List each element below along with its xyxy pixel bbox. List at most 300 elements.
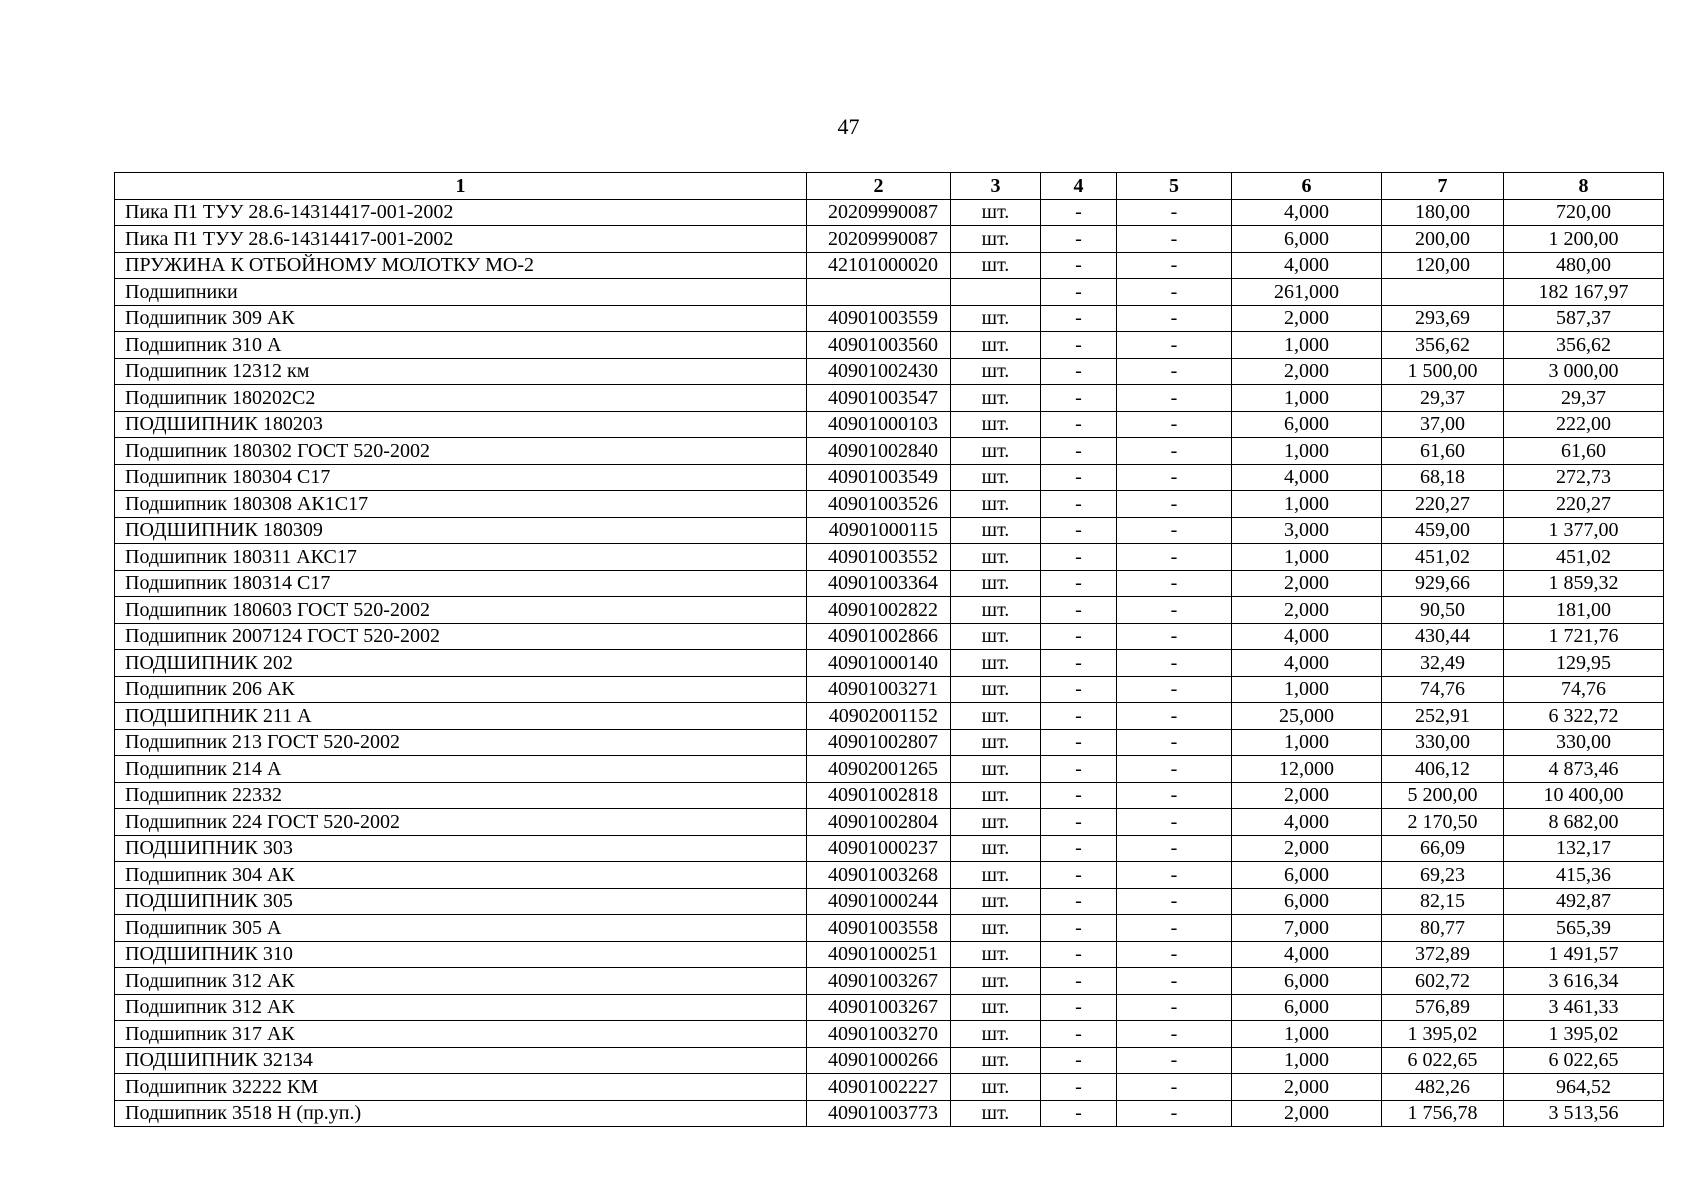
price-cell: 37,00 [1382,411,1504,438]
sum-cell: 1 395,02 [1504,1021,1664,1048]
item-code-cell: 40901002840 [807,438,951,465]
quantity-cell: 2,000 [1232,1074,1382,1101]
price-cell: 200,00 [1382,226,1504,253]
unit-cell: шт. [951,411,1041,438]
sum-cell: 272,73 [1504,464,1664,491]
unit-cell: шт. [951,385,1041,412]
column-5-cell: - [1117,1021,1232,1048]
sum-cell: 1 491,57 [1504,941,1664,968]
price-cell: 602,72 [1382,968,1504,995]
quantity-cell: 4,000 [1232,650,1382,677]
table-row [115,1021,1664,1048]
item-name-cell: Подшипник 309 АК [115,305,807,332]
table-row [115,570,1664,597]
column-5-cell: - [1117,676,1232,703]
unit-cell: шт. [951,1021,1041,1048]
unit-cell: шт. [951,1100,1041,1127]
item-name-cell: Подшипник 317 АК [115,1021,807,1048]
item-name-cell: Подшипник 304 АК [115,862,807,889]
column-4-cell: - [1041,1021,1117,1048]
item-code-cell: 40901000237 [807,835,951,862]
item-code-cell: 40901002430 [807,358,951,385]
item-code-cell: 40901000103 [807,411,951,438]
item-code-cell: 40901003552 [807,544,951,571]
column-4-cell: - [1041,703,1117,730]
price-cell: 80,77 [1382,915,1504,942]
item-code-cell: 40901003270 [807,1021,951,1048]
price-cell: 5 200,00 [1382,782,1504,809]
price-cell: 120,00 [1382,252,1504,279]
quantity-cell: 1,000 [1232,544,1382,571]
price-cell: 61,60 [1382,438,1504,465]
unit-cell: шт. [951,1074,1041,1101]
item-name-cell: Подшипник 32222 КМ [115,1074,807,1101]
column-4-cell: - [1041,862,1117,889]
item-code-cell: 40901000266 [807,1047,951,1074]
sum-cell: 356,62 [1504,332,1664,359]
item-code-cell: 40901002807 [807,729,951,756]
quantity-cell: 2,000 [1232,835,1382,862]
unit-cell: шт. [951,676,1041,703]
sum-cell: 330,00 [1504,729,1664,756]
price-cell: 1 395,02 [1382,1021,1504,1048]
item-name-cell: Подшипник 312 АК [115,968,807,995]
column-4-cell: - [1041,994,1117,1021]
column-5-cell: - [1117,968,1232,995]
item-name-cell: Подшипник 3518 Н (пр.уп.) [115,1100,807,1127]
item-code-cell: 40901002818 [807,782,951,809]
unit-cell: шт. [951,597,1041,624]
quantity-cell: 6,000 [1232,968,1382,995]
quantity-cell: 4,000 [1232,252,1382,279]
column-4-cell: - [1041,1100,1117,1127]
price-cell: 66,09 [1382,835,1504,862]
inventory-table [114,172,1664,1127]
table-row [115,623,1664,650]
column-5-cell: - [1117,703,1232,730]
column-header: 5 [1117,173,1232,200]
table-row [115,411,1664,438]
item-code-cell: 40901002804 [807,809,951,836]
table-row [115,491,1664,518]
item-code-cell: 40901002227 [807,1074,951,1101]
price-cell: 459,00 [1382,517,1504,544]
column-4-cell: - [1041,252,1117,279]
item-code-cell: 40902001265 [807,756,951,783]
unit-cell: шт. [951,703,1041,730]
item-code-cell: 40901000244 [807,888,951,915]
item-code-cell: 40901003526 [807,491,951,518]
column-4-cell: - [1041,517,1117,544]
item-name-cell: Подшипник 180308 АК1С17 [115,491,807,518]
column-5-cell: - [1117,332,1232,359]
unit-cell: шт. [951,994,1041,1021]
quantity-cell: 2,000 [1232,1100,1382,1127]
column-5-cell: - [1117,252,1232,279]
table-row [115,279,1664,306]
price-cell: 356,62 [1382,332,1504,359]
unit-cell: шт. [951,358,1041,385]
item-code-cell: 40901003773 [807,1100,951,1127]
item-name-cell: Подшипник 214 А [115,756,807,783]
item-name-cell: Подшипник 312 АК [115,994,807,1021]
quantity-cell: 1,000 [1232,332,1382,359]
sum-cell: 492,87 [1504,888,1664,915]
table-body [115,199,1664,1127]
item-name-cell: ПОДШИПНИК 211 А [115,703,807,730]
unit-cell: шт. [951,305,1041,332]
quantity-cell: 4,000 [1232,464,1382,491]
sum-cell: 451,02 [1504,544,1664,571]
column-4-cell: - [1041,305,1117,332]
quantity-cell: 2,000 [1232,570,1382,597]
column-5-cell: - [1117,915,1232,942]
table-row [115,782,1664,809]
table-row [115,544,1664,571]
sum-cell: 565,39 [1504,915,1664,942]
item-name-cell: ПОДШИПНИК 202 [115,650,807,677]
price-cell: 82,15 [1382,888,1504,915]
table-row [115,385,1664,412]
unit-cell: шт. [951,888,1041,915]
item-name-cell: ПРУЖИНА К ОТБОЙНОМУ МОЛОТКУ МО-2 [115,252,807,279]
item-name-cell: Подшипник 22332 [115,782,807,809]
column-5-cell: - [1117,597,1232,624]
quantity-cell: 1,000 [1232,676,1382,703]
column-4-cell: - [1041,226,1117,253]
quantity-cell: 1,000 [1232,1021,1382,1048]
sum-cell: 182 167,97 [1504,279,1664,306]
table-row [115,703,1664,730]
column-5-cell: - [1117,941,1232,968]
price-cell: 252,91 [1382,703,1504,730]
item-code-cell: 40901003558 [807,915,951,942]
quantity-cell: 7,000 [1232,915,1382,942]
sum-cell: 6 322,72 [1504,703,1664,730]
unit-cell: шт. [951,809,1041,836]
column-4-cell: - [1041,464,1117,491]
unit-cell: шт. [951,464,1041,491]
column-5-cell: - [1117,544,1232,571]
sum-cell: 964,52 [1504,1074,1664,1101]
sum-cell: 132,17 [1504,835,1664,862]
price-cell: 293,69 [1382,305,1504,332]
column-5-cell: - [1117,888,1232,915]
sum-cell: 1 721,76 [1504,623,1664,650]
item-name-cell: ПОДШИПНИК 303 [115,835,807,862]
sum-cell: 6 022,65 [1504,1047,1664,1074]
column-5-cell: - [1117,279,1232,306]
unit-cell: шт. [951,756,1041,783]
column-5-cell: - [1117,1047,1232,1074]
column-5-cell: - [1117,782,1232,809]
column-header: 4 [1041,173,1117,200]
column-5-cell: - [1117,1074,1232,1101]
unit-cell: шт. [951,544,1041,571]
column-4-cell: - [1041,756,1117,783]
sum-cell: 10 400,00 [1504,782,1664,809]
price-cell: 330,00 [1382,729,1504,756]
table-row [115,968,1664,995]
column-4-cell: - [1041,782,1117,809]
price-cell: 68,18 [1382,464,1504,491]
item-code-cell: 42101000020 [807,252,951,279]
price-cell: 1 500,00 [1382,358,1504,385]
table-row [115,199,1664,226]
sum-cell: 181,00 [1504,597,1664,624]
price-cell: 29,37 [1382,385,1504,412]
item-code-cell: 40901003559 [807,305,951,332]
item-code-cell: 20209990087 [807,199,951,226]
column-5-cell: - [1117,411,1232,438]
table-row [115,888,1664,915]
unit-cell: шт. [951,862,1041,889]
quantity-cell: 2,000 [1232,782,1382,809]
item-code-cell: 40901000115 [807,517,951,544]
price-cell: 372,89 [1382,941,1504,968]
item-name-cell: ПОДШИПНИК 305 [115,888,807,915]
table-row [115,809,1664,836]
price-cell: 220,27 [1382,491,1504,518]
item-code-cell: 40901003267 [807,994,951,1021]
quantity-cell: 4,000 [1232,809,1382,836]
column-5-cell: - [1117,1100,1232,1127]
column-header: 8 [1504,173,1664,200]
header-row [115,173,1664,200]
item-code-cell: 40901003549 [807,464,951,491]
column-4-cell: - [1041,385,1117,412]
price-cell: 929,66 [1382,570,1504,597]
quantity-cell: 1,000 [1232,1047,1382,1074]
unit-cell: шт. [951,968,1041,995]
quantity-cell: 6,000 [1232,994,1382,1021]
column-header: 7 [1382,173,1504,200]
unit-cell: шт. [951,915,1041,942]
column-4-cell: - [1041,915,1117,942]
column-4-cell: - [1041,279,1117,306]
column-5-cell: - [1117,305,1232,332]
item-code-cell: 40901003547 [807,385,951,412]
quantity-cell: 2,000 [1232,358,1382,385]
sum-cell: 4 873,46 [1504,756,1664,783]
table-row [115,729,1664,756]
price-cell: 74,76 [1382,676,1504,703]
table-row [115,252,1664,279]
price-cell: 1 756,78 [1382,1100,1504,1127]
item-code-cell [807,279,951,306]
item-name-cell: Подшипник 180302 ГОСТ 520-2002 [115,438,807,465]
price-cell: 430,44 [1382,623,1504,650]
item-code-cell: 40901002822 [807,597,951,624]
quantity-cell: 2,000 [1232,597,1382,624]
unit-cell: шт. [951,650,1041,677]
price-cell: 90,50 [1382,597,1504,624]
item-code-cell: 40901003271 [807,676,951,703]
item-name-cell: Подшипник 305 А [115,915,807,942]
table-row [115,464,1664,491]
sum-cell: 720,00 [1504,199,1664,226]
price-cell: 482,26 [1382,1074,1504,1101]
table-row [115,226,1664,253]
unit-cell [951,279,1041,306]
sum-cell: 29,37 [1504,385,1664,412]
quantity-cell: 1,000 [1232,438,1382,465]
price-cell: 406,12 [1382,756,1504,783]
column-header: 3 [951,173,1041,200]
quantity-cell: 261,000 [1232,279,1382,306]
sum-cell: 61,60 [1504,438,1664,465]
column-5-cell: - [1117,491,1232,518]
price-cell [1382,279,1504,306]
sum-cell: 8 682,00 [1504,809,1664,836]
item-code-cell: 40902001152 [807,703,951,730]
item-name-cell: Подшипник 2007124 ГОСТ 520-2002 [115,623,807,650]
column-4-cell: - [1041,597,1117,624]
table-row [115,994,1664,1021]
table-row [115,941,1664,968]
item-code-cell: 40901000251 [807,941,951,968]
column-4-cell: - [1041,332,1117,359]
column-4-cell: - [1041,888,1117,915]
item-code-cell: 40901003364 [807,570,951,597]
unit-cell: шт. [951,782,1041,809]
sum-cell: 3 000,00 [1504,358,1664,385]
item-code-cell: 40901002866 [807,623,951,650]
column-5-cell: - [1117,226,1232,253]
column-4-cell: - [1041,729,1117,756]
item-code-cell: 40901003560 [807,332,951,359]
table-row [115,1074,1664,1101]
price-cell: 180,00 [1382,199,1504,226]
unit-cell: шт. [951,570,1041,597]
column-4-cell: - [1041,809,1117,836]
column-4-cell: - [1041,650,1117,677]
sum-cell: 1 200,00 [1504,226,1664,253]
quantity-cell: 6,000 [1232,226,1382,253]
column-5-cell: - [1117,438,1232,465]
item-name-cell: Подшипник 12312 км [115,358,807,385]
column-4-cell: - [1041,968,1117,995]
item-name-cell: Подшипник 180311 АКС17 [115,544,807,571]
price-cell: 6 022,65 [1382,1047,1504,1074]
item-name-cell: Подшипник 180603 ГОСТ 520-2002 [115,597,807,624]
quantity-cell: 4,000 [1232,941,1382,968]
table-row [115,597,1664,624]
column-5-cell: - [1117,623,1232,650]
item-name-cell: Подшипник 180304 С17 [115,464,807,491]
sum-cell: 222,00 [1504,411,1664,438]
column-4-cell: - [1041,358,1117,385]
item-code-cell: 40901000140 [807,650,951,677]
item-name-cell: Подшипник 213 ГОСТ 520-2002 [115,729,807,756]
unit-cell: шт. [951,941,1041,968]
quantity-cell: 3,000 [1232,517,1382,544]
item-name-cell: Подшипник 224 ГОСТ 520-2002 [115,809,807,836]
table-row [115,862,1664,889]
price-cell: 576,89 [1382,994,1504,1021]
column-5-cell: - [1117,517,1232,544]
table-row [115,756,1664,783]
sum-cell: 3 461,33 [1504,994,1664,1021]
price-cell: 2 170,50 [1382,809,1504,836]
table-row [115,1047,1664,1074]
quantity-cell: 6,000 [1232,862,1382,889]
unit-cell: шт. [951,835,1041,862]
item-name-cell: Подшипник 310 А [115,332,807,359]
price-cell: 69,23 [1382,862,1504,889]
unit-cell: шт. [951,1047,1041,1074]
table-row [115,915,1664,942]
table-row [115,835,1664,862]
price-cell: 451,02 [1382,544,1504,571]
column-5-cell: - [1117,570,1232,597]
column-5-cell: - [1117,862,1232,889]
quantity-cell: 1,000 [1232,385,1382,412]
quantity-cell: 25,000 [1232,703,1382,730]
column-5-cell: - [1117,358,1232,385]
sum-cell: 480,00 [1504,252,1664,279]
item-name-cell: Подшипник 180314 С17 [115,570,807,597]
table-row [115,438,1664,465]
quantity-cell: 2,000 [1232,305,1382,332]
price-cell: 32,49 [1382,650,1504,677]
column-header: 1 [115,173,807,200]
column-header: 2 [807,173,951,200]
item-name-cell: Пика П1 ТУУ 28.6-14314417-001-2002 [115,226,807,253]
quantity-cell: 1,000 [1232,729,1382,756]
unit-cell: шт. [951,491,1041,518]
unit-cell: шт. [951,332,1041,359]
quantity-cell: 4,000 [1232,623,1382,650]
unit-cell: шт. [951,438,1041,465]
table-row [115,358,1664,385]
quantity-cell: 6,000 [1232,411,1382,438]
item-code-cell: 40901003267 [807,968,951,995]
unit-cell: шт. [951,199,1041,226]
column-5-cell: - [1117,199,1232,226]
item-name-cell: ПОДШИПНИК 180309 [115,517,807,544]
table-row [115,332,1664,359]
table-row [115,1100,1664,1127]
quantity-cell: 4,000 [1232,199,1382,226]
table-row [115,517,1664,544]
item-name-cell: Подшипник 180202С2 [115,385,807,412]
page-number: 47 [837,114,860,139]
item-name-cell: Пика П1 ТУУ 28.6-14314417-001-2002 [115,199,807,226]
sum-cell: 1 377,00 [1504,517,1664,544]
table-row [115,305,1664,332]
quantity-cell: 6,000 [1232,888,1382,915]
table-row [115,676,1664,703]
quantity-cell: 12,000 [1232,756,1382,783]
unit-cell: шт. [951,729,1041,756]
column-5-cell: - [1117,464,1232,491]
column-4-cell: - [1041,411,1117,438]
column-4-cell: - [1041,491,1117,518]
column-4-cell: - [1041,941,1117,968]
column-4-cell: - [1041,623,1117,650]
column-4-cell: - [1041,676,1117,703]
item-name-cell: ПОДШИПНИК 32134 [115,1047,807,1074]
column-4-cell: - [1041,835,1117,862]
sum-cell: 1 859,32 [1504,570,1664,597]
column-5-cell: - [1117,385,1232,412]
column-5-cell: - [1117,756,1232,783]
sum-cell: 587,37 [1504,305,1664,332]
column-5-cell: - [1117,809,1232,836]
column-5-cell: - [1117,729,1232,756]
item-name-cell: Подшипник 206 АК [115,676,807,703]
